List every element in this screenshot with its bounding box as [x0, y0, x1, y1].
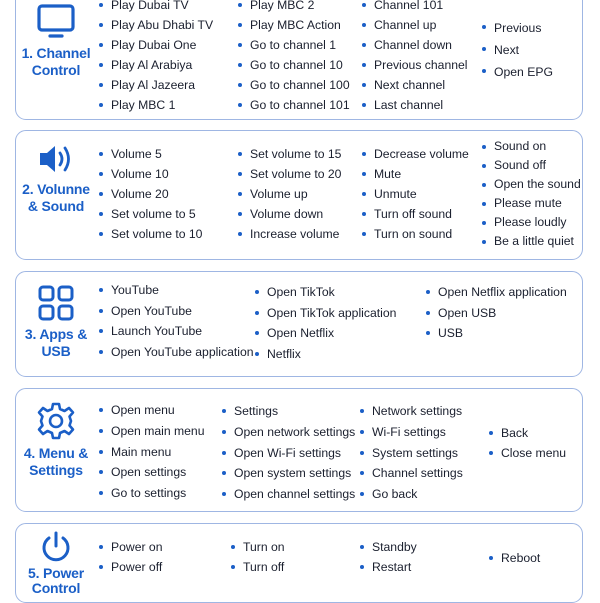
command-list [230, 537, 285, 577]
command-list [359, 401, 463, 505]
list-item: Go to channel 1 [237, 35, 350, 55]
section-title: 3. Apps & USB [24, 326, 88, 359]
list-item: Go back [359, 484, 463, 505]
command-list [98, 400, 205, 504]
list-item: Power off [98, 557, 163, 577]
list-item: Close menu [488, 443, 566, 463]
list-item: Mute [361, 164, 469, 184]
section-title: 4. Menu & Settings [23, 445, 89, 478]
speaker-icon [36, 141, 76, 177]
list-item: Main menu [98, 442, 205, 463]
list-item: Open the sound [481, 175, 581, 194]
list-item: Open network settings [221, 422, 355, 443]
command-list [488, 548, 540, 568]
command-list [98, 537, 163, 577]
list-item: Go to channel 100 [237, 75, 350, 95]
list-item: Play Al Jazeera [98, 75, 213, 95]
list-item: Last channel [361, 95, 468, 115]
list-item: Power on [98, 537, 163, 557]
list-item: Turn on sound [361, 224, 469, 244]
command-list [254, 282, 396, 364]
command-list [361, 0, 468, 115]
list-item: Volume 10 [98, 164, 202, 184]
list-item: Open Netflix [254, 323, 396, 344]
list-item: Open EPG [481, 61, 553, 83]
list-item: Open YouTube application [98, 342, 254, 363]
list-item: Play Dubai One [98, 35, 213, 55]
list-item: Go to settings [98, 483, 205, 504]
list-item: Settings [221, 401, 355, 422]
section-header [16, 141, 96, 215]
list-item: Play Dubai TV [98, 0, 213, 15]
section-title: 5. Power Control [28, 565, 84, 596]
section-header [16, 3, 96, 79]
list-item: Channel 101 [361, 0, 468, 15]
list-item: Open TikTok application [254, 303, 396, 324]
list-item: Go to channel 10 [237, 55, 350, 75]
section-channel-control [15, 0, 583, 120]
list-item: Decrease volume [361, 144, 469, 164]
list-item: Back [488, 423, 566, 443]
list-item: Sound on [481, 137, 581, 156]
command-list [425, 282, 567, 344]
list-item: Please loudly [481, 213, 581, 232]
list-item: Open Netflix application [425, 282, 567, 303]
list-item: Wi-Fi settings [359, 422, 463, 443]
list-item: Please mute [481, 194, 581, 213]
tv-icon [36, 3, 76, 41]
section-title: 1. Channel Control [21, 45, 91, 78]
list-item: Previous channel [361, 55, 468, 75]
command-list [221, 401, 355, 505]
list-item: Play Al Arabiya [98, 55, 213, 75]
list-item: Open main menu [98, 421, 205, 442]
command-list [361, 144, 469, 244]
apps-grid-icon [37, 284, 75, 322]
list-item: Volume down [237, 204, 341, 224]
list-item: Open system settings [221, 463, 355, 484]
list-item: YouTube [98, 280, 254, 301]
power-icon [39, 530, 73, 564]
list-item: Open menu [98, 400, 205, 421]
section-title: 2. Volunne & Sound [22, 181, 90, 214]
list-item: Channel up [361, 15, 468, 35]
list-item: Play MBC 2 [237, 0, 350, 15]
list-item: Next channel [361, 75, 468, 95]
list-item: Increase volume [237, 224, 341, 244]
gear-icon [36, 401, 76, 441]
command-list [481, 17, 553, 83]
list-item: Open settings [98, 462, 205, 483]
command-list [237, 0, 350, 115]
section-apps-usb [15, 271, 583, 377]
list-item: Turn off [230, 557, 285, 577]
list-item: Channel down [361, 35, 468, 55]
list-item: Turn off sound [361, 204, 469, 224]
section-header [16, 284, 96, 360]
list-item: Open YouTube [98, 301, 254, 322]
list-item: Network settings [359, 401, 463, 422]
command-list [98, 0, 213, 115]
section-header [16, 401, 96, 479]
command-list [98, 280, 254, 362]
list-item: Reboot [488, 548, 540, 568]
list-item: Sound off [481, 156, 581, 175]
command-list [488, 423, 566, 463]
list-item: Play MBC 1 [98, 95, 213, 115]
list-item: Be a little quiet [481, 232, 581, 251]
list-item: Open USB [425, 303, 567, 324]
list-item: Play Abu Dhabi TV [98, 15, 213, 35]
list-item: Next [481, 39, 553, 61]
list-item: System settings [359, 443, 463, 464]
list-item: Channel settings [359, 463, 463, 484]
list-item: Turn on [230, 537, 285, 557]
list-item: USB [425, 323, 567, 344]
list-item: Launch YouTube [98, 321, 254, 342]
list-item: Set volume to 20 [237, 164, 341, 184]
list-item: Open channel settings [221, 484, 355, 505]
list-item: Restart [359, 557, 417, 577]
list-item: Open TikTok [254, 282, 396, 303]
list-item: Set volume to 10 [98, 224, 202, 244]
command-list [481, 137, 581, 251]
list-item: Set volume to 5 [98, 204, 202, 224]
command-list [98, 144, 202, 244]
list-item: Standby [359, 537, 417, 557]
section-volume-sound [15, 130, 583, 260]
command-list [359, 537, 417, 577]
section-header [16, 530, 96, 596]
section-power-control [15, 523, 583, 603]
list-item: Previous [481, 17, 553, 39]
list-item: Volume up [237, 184, 341, 204]
list-item: Open Wi-Fi settings [221, 443, 355, 464]
list-item: Netflix [254, 344, 396, 365]
list-item: Volume 20 [98, 184, 202, 204]
list-item: Set volume to 15 [237, 144, 341, 164]
list-item: Volume 5 [98, 144, 202, 164]
section-menu-settings [15, 388, 583, 512]
list-item: Unmute [361, 184, 469, 204]
list-item: Go to channel 101 [237, 95, 350, 115]
command-list [237, 144, 341, 244]
list-item: Play MBC Action [237, 15, 350, 35]
